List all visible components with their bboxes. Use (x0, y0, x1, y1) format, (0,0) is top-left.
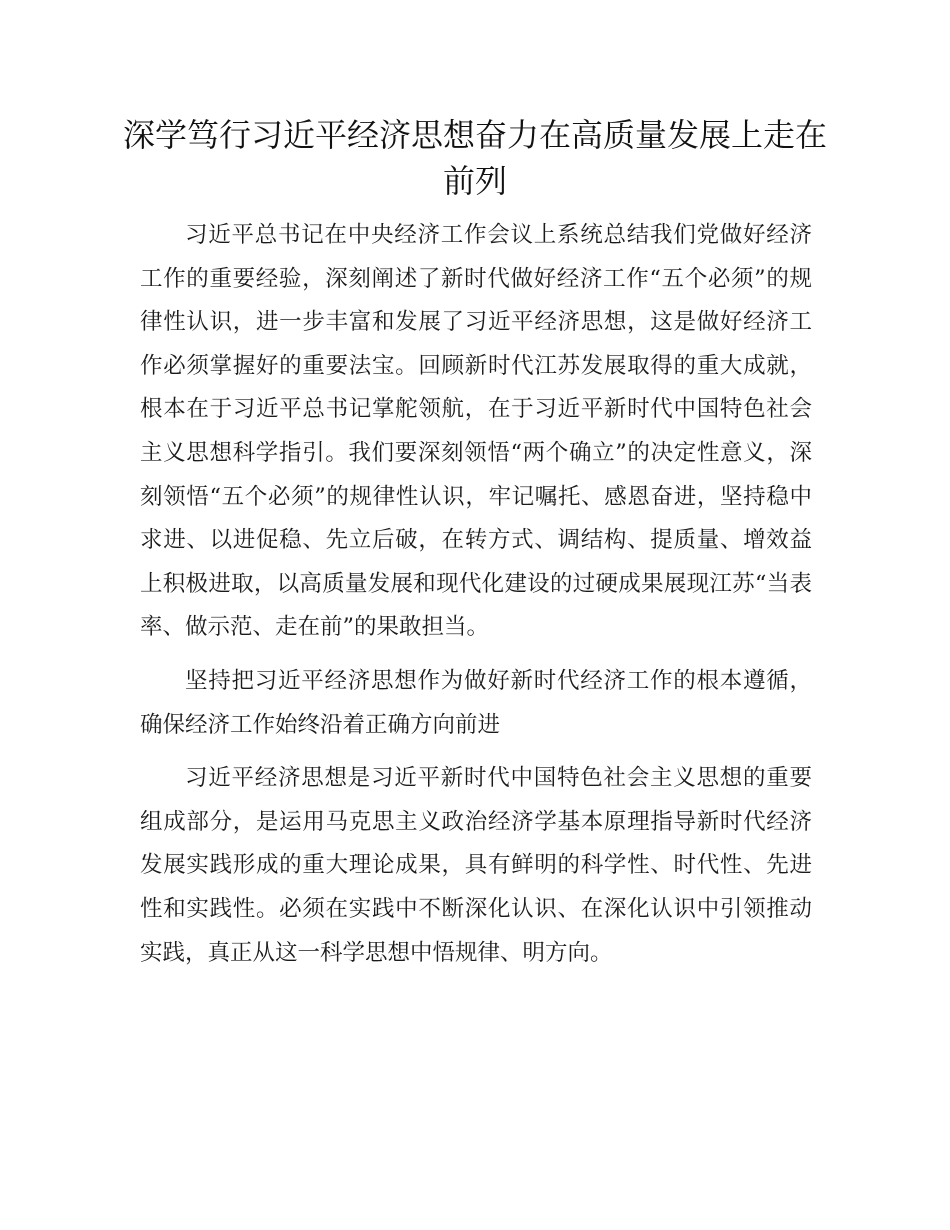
paragraph-body: 习近平经济思想是习近平新时代中国特色社会主义思想的重要组成部分，是运用马克思主义政治经济学基本原理指导新时代经济发展实践形成的重大理论成果，具有鲜明的科学性、时代性、先进性和实践性。必须在实践中不断深化认识、在深化认识中引领推动实践，真正从这一科学思想中悟规律、明方向。 (140, 765, 812, 966)
paragraph-intro: 习近平总书记在中央经济工作会议上系统总结我们党做好经济工作的重要经验，深刻阐述了新时代做好经济工作“五个必须”的规律性认识，进一步丰富和发展了习近平经济思想，这是做好经济工作必须掌握好的重要法宝。回顾新时代江苏发展取得的重大成就，根本在于习近平总书记掌舵领航，在于习近平新时代中国特色社会主义思想科学指引。我们要深刻领悟“两个确立”的决定性意义，深刻领悟“五个必须”的规律性认识，牢记嘱托、感恩奋进，坚持稳中求进、以进促稳、先立后破，在转方式、调结构、提质量、增效益上积极进取，以高质量发展和现代化建设的过硬成果展现江苏“当表率、做示范、走在前”的果敢担当。 (140, 222, 812, 641)
paragraph-section-heading: 坚持把习近平经济思想作为做好新时代经济工作的根本遵循，确保经济工作始终沿着正确方向前进 (140, 667, 812, 738)
document-body (140, 214, 812, 985)
document-title: 深学笃行习近平经济思想奋力在高质量发展上走在前列 (122, 116, 827, 200)
